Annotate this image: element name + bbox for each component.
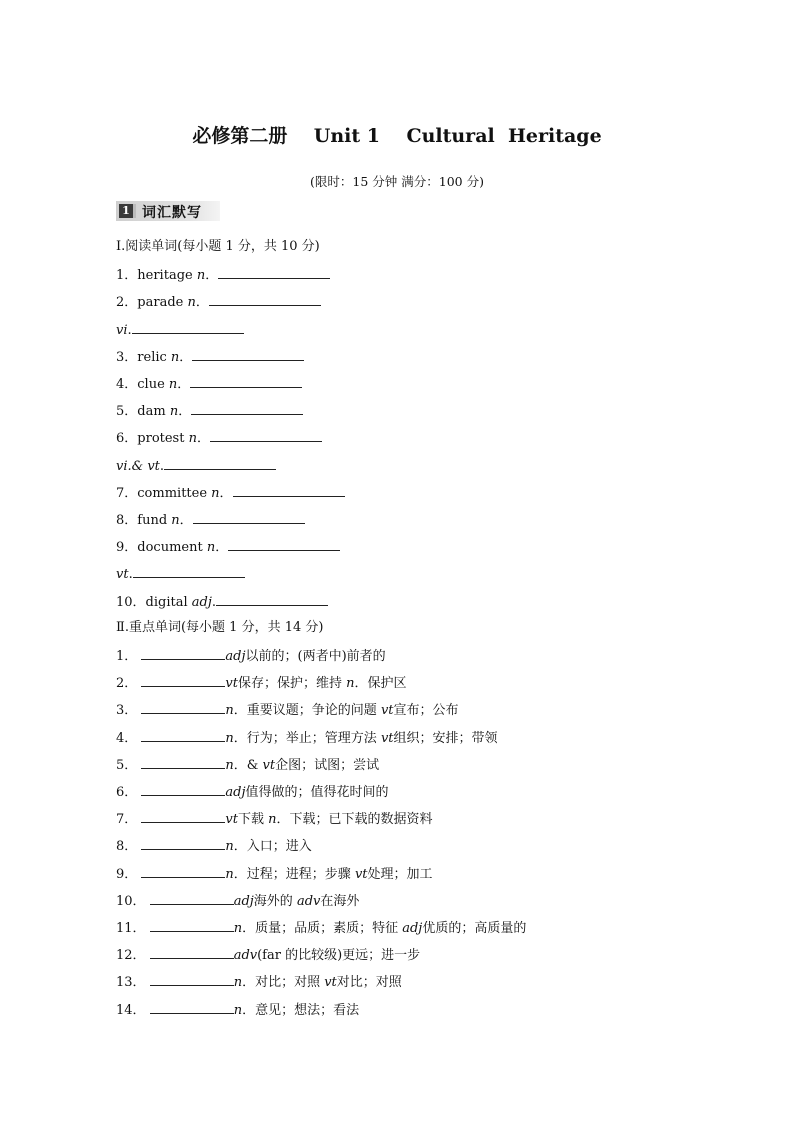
part-of-speech: adj — [402, 921, 423, 936]
key-word-item — [116, 837, 312, 855]
part-of-speech: n — [171, 513, 180, 528]
part-of-speech: n — [188, 431, 197, 447]
time-score-info: (限时：15 分钟 满分：100 分) — [310, 174, 484, 189]
part-of-speech: n — [211, 485, 220, 501]
separator: . — [211, 594, 217, 610]
answer-blank[interactable] — [218, 266, 330, 279]
part-of-speech: n — [225, 757, 234, 773]
item-number: 5． — [116, 757, 138, 773]
answer-blank[interactable] — [133, 565, 245, 578]
answer-blank[interactable] — [141, 701, 225, 714]
separator: ． — [215, 540, 229, 556]
item-number: 3． — [116, 703, 138, 719]
item-number: 13． — [116, 975, 146, 991]
answer-blank[interactable] — [141, 756, 225, 769]
key-word-item — [116, 946, 420, 964]
item-word: relic — [137, 349, 171, 365]
answer-blank[interactable] — [210, 429, 322, 442]
item-number: 8． — [116, 839, 138, 855]
definition-text: 保存；保护；维持 — [238, 676, 347, 692]
part-of-speech: adj — [225, 649, 246, 664]
answer-blank[interactable] — [192, 348, 304, 361]
definition-text: ．过程；进程；步骤 — [233, 866, 355, 882]
part-of-speech: vt — [225, 676, 238, 692]
part-of-speech: n — [170, 349, 180, 365]
item-number: 12． — [116, 948, 146, 964]
definition-text: ．对比；对照 — [242, 975, 325, 991]
part-of-speech: vi.& vt — [116, 458, 160, 474]
item-number: 9． — [116, 866, 138, 882]
item-word: parade — [137, 295, 188, 311]
key-word-item — [116, 729, 498, 747]
answer-blank[interactable] — [233, 484, 345, 497]
key-word-item — [116, 756, 379, 774]
answer-blank[interactable] — [141, 810, 225, 823]
separator: ． — [179, 349, 193, 365]
definition-text: ．保护区 — [354, 676, 407, 692]
item-number: 5． — [116, 404, 138, 420]
item-number: 9． — [116, 540, 138, 556]
key-word-item — [116, 810, 433, 828]
item-number: 7． — [116, 485, 138, 501]
part-of-speech: vt — [116, 567, 129, 583]
item-word: clue — [137, 377, 169, 392]
page-title: 必修第二册 Unit 1 Cultural Heritage — [192, 125, 602, 147]
separator: ． — [195, 295, 209, 311]
definition-text: ．意见；想法；看法 — [242, 1002, 360, 1018]
part-of-speech: n — [196, 268, 206, 284]
separator: ． — [177, 377, 191, 392]
answer-blank[interactable] — [150, 892, 234, 905]
separator: . — [127, 322, 132, 338]
separator: ． — [179, 513, 193, 528]
part2-heading — [116, 620, 323, 636]
reading-word-item — [116, 321, 244, 339]
part-of-speech: n — [225, 866, 234, 882]
answer-blank[interactable] — [150, 946, 234, 959]
reading-word-item — [116, 375, 302, 393]
definition-text: 以前的；(两者中)前者的 — [245, 649, 386, 664]
part-of-speech: adj — [233, 893, 254, 909]
reading-word-item — [116, 565, 245, 583]
separator: ． — [178, 404, 192, 420]
answer-blank[interactable] — [141, 837, 225, 850]
part-of-speech: vt — [225, 812, 238, 828]
definition-text: ．下载；已下载的数据资料 — [276, 812, 433, 828]
definition-text: 下载 — [238, 812, 269, 828]
item-word: committee — [137, 485, 212, 501]
item-word: fund — [137, 513, 172, 528]
reading-word-item — [116, 484, 345, 502]
item-number: 8． — [116, 513, 138, 528]
answer-blank[interactable] — [141, 729, 225, 742]
part-of-speech: n — [233, 1002, 243, 1018]
reading-word-item — [116, 266, 330, 284]
answer-blank[interactable] — [141, 783, 225, 796]
item-word: dam — [137, 404, 170, 420]
section-number-badge: 1 — [119, 204, 133, 218]
answer-blank[interactable] — [141, 674, 225, 687]
definition-text: ．质量；品质；素质；特征 — [242, 921, 403, 936]
answer-blank[interactable] — [209, 293, 321, 306]
part-of-speech: vt — [354, 866, 368, 882]
item-number: 2． — [116, 676, 138, 692]
key-word-item — [116, 783, 389, 801]
key-word-item — [116, 865, 433, 883]
section-header — [116, 201, 220, 221]
part-of-speech: n — [233, 975, 243, 991]
item-number: 4． — [116, 730, 138, 746]
definition-text: 对比；对照 — [336, 975, 402, 991]
part-of-speech: adv — [233, 948, 258, 964]
answer-blank[interactable] — [150, 973, 234, 986]
answer-blank[interactable] — [164, 457, 276, 470]
reading-word-item — [116, 593, 328, 611]
item-word: protest — [137, 431, 189, 447]
definition-text: ．& — [233, 757, 263, 773]
key-word-item — [116, 674, 407, 692]
part-of-speech: adv — [296, 893, 321, 909]
part-of-speech: n — [225, 839, 234, 855]
part-of-speech: vt — [262, 757, 276, 773]
definition-text: 处理；加工 — [367, 866, 433, 882]
reading-word-item — [116, 402, 303, 420]
reading-word-item — [116, 511, 305, 529]
part-of-speech: n — [268, 812, 277, 828]
part-of-speech: vt — [324, 975, 337, 991]
part-heading: Ⅰ.阅读单词(每小题 1 分，共 10 分) — [116, 239, 320, 254]
definition-text: (far 的比较级)更远；进一步 — [257, 948, 421, 964]
item-number: 10． — [116, 594, 146, 610]
item-number: 6． — [116, 785, 138, 800]
separator: ． — [196, 431, 210, 447]
answer-blank[interactable] — [216, 593, 328, 606]
separator: . — [128, 567, 133, 583]
part-of-speech: n — [346, 676, 355, 692]
key-word-item — [116, 647, 386, 665]
part-of-speech: vt — [380, 730, 394, 746]
definition-text: 优质的；高质量的 — [422, 921, 527, 936]
part-heading: Ⅱ.重点单词(每小题 1 分，共 14 分) — [116, 619, 324, 635]
item-number: 10． — [116, 893, 146, 909]
answer-blank[interactable] — [190, 375, 302, 388]
key-word-item — [116, 701, 459, 719]
answer-blank[interactable] — [150, 1001, 234, 1014]
definition-text: 企图；试图；尝试 — [275, 757, 380, 773]
item-word: document — [137, 540, 207, 556]
key-word-item — [116, 973, 402, 991]
part-of-speech: adj — [225, 785, 246, 800]
answer-blank[interactable] — [193, 511, 305, 524]
separator: ． — [219, 485, 233, 501]
key-word-item — [116, 892, 359, 910]
part-of-speech: adj — [191, 594, 212, 610]
definition-text: ．重要议题；争论的问题 — [233, 703, 381, 719]
definition-text: ．入口；进入 — [233, 839, 312, 855]
answer-blank[interactable] — [141, 647, 225, 660]
item-number: 14． — [116, 1002, 146, 1018]
answer-blank[interactable] — [150, 919, 234, 932]
answer-blank[interactable] — [191, 402, 303, 415]
section-title: 词汇默写 — [142, 205, 202, 221]
separator: ． — [205, 268, 219, 284]
item-number: 6． — [116, 431, 138, 447]
reading-word-item — [116, 538, 340, 556]
item-number: 2． — [116, 295, 138, 311]
answer-blank[interactable] — [132, 321, 244, 334]
reading-word-item — [116, 348, 304, 366]
item-number: 4． — [116, 377, 138, 392]
part-of-speech: vi — [116, 322, 128, 338]
definition-text: 在海外 — [320, 893, 360, 909]
item-number: 3． — [116, 349, 138, 365]
part-of-speech: n — [169, 404, 179, 420]
definition-text: ．行为；举止；管理方法 — [233, 730, 381, 746]
answer-blank[interactable] — [228, 538, 340, 551]
part-of-speech: n — [206, 540, 216, 556]
key-word-item — [116, 1001, 359, 1019]
definition-text: 宣布；公布 — [393, 703, 459, 719]
item-word: heritage — [137, 268, 197, 284]
separator: . — [159, 458, 165, 474]
item-word: digital — [145, 594, 192, 610]
definition-text: 值得做的；值得花时间的 — [245, 785, 389, 800]
item-number: 11． — [116, 921, 146, 936]
reading-word-item — [116, 293, 321, 311]
part1-heading — [116, 239, 320, 255]
part-of-speech: n — [187, 295, 196, 311]
reading-word-item — [116, 457, 276, 475]
key-word-item — [116, 919, 526, 937]
definition-text: 组织；安排；带领 — [393, 730, 498, 746]
item-number: 7． — [116, 812, 138, 828]
part-of-speech: vt — [380, 703, 394, 719]
definition-text: 海外的 — [253, 893, 297, 909]
item-number: 1． — [116, 649, 138, 664]
item-number: 1． — [116, 268, 138, 284]
part-of-speech: n — [233, 921, 243, 936]
part-of-speech: n — [168, 377, 178, 392]
part-of-speech: n — [225, 730, 234, 746]
answer-blank[interactable] — [141, 865, 225, 878]
part-of-speech: n — [225, 703, 234, 719]
reading-word-item — [116, 429, 322, 447]
